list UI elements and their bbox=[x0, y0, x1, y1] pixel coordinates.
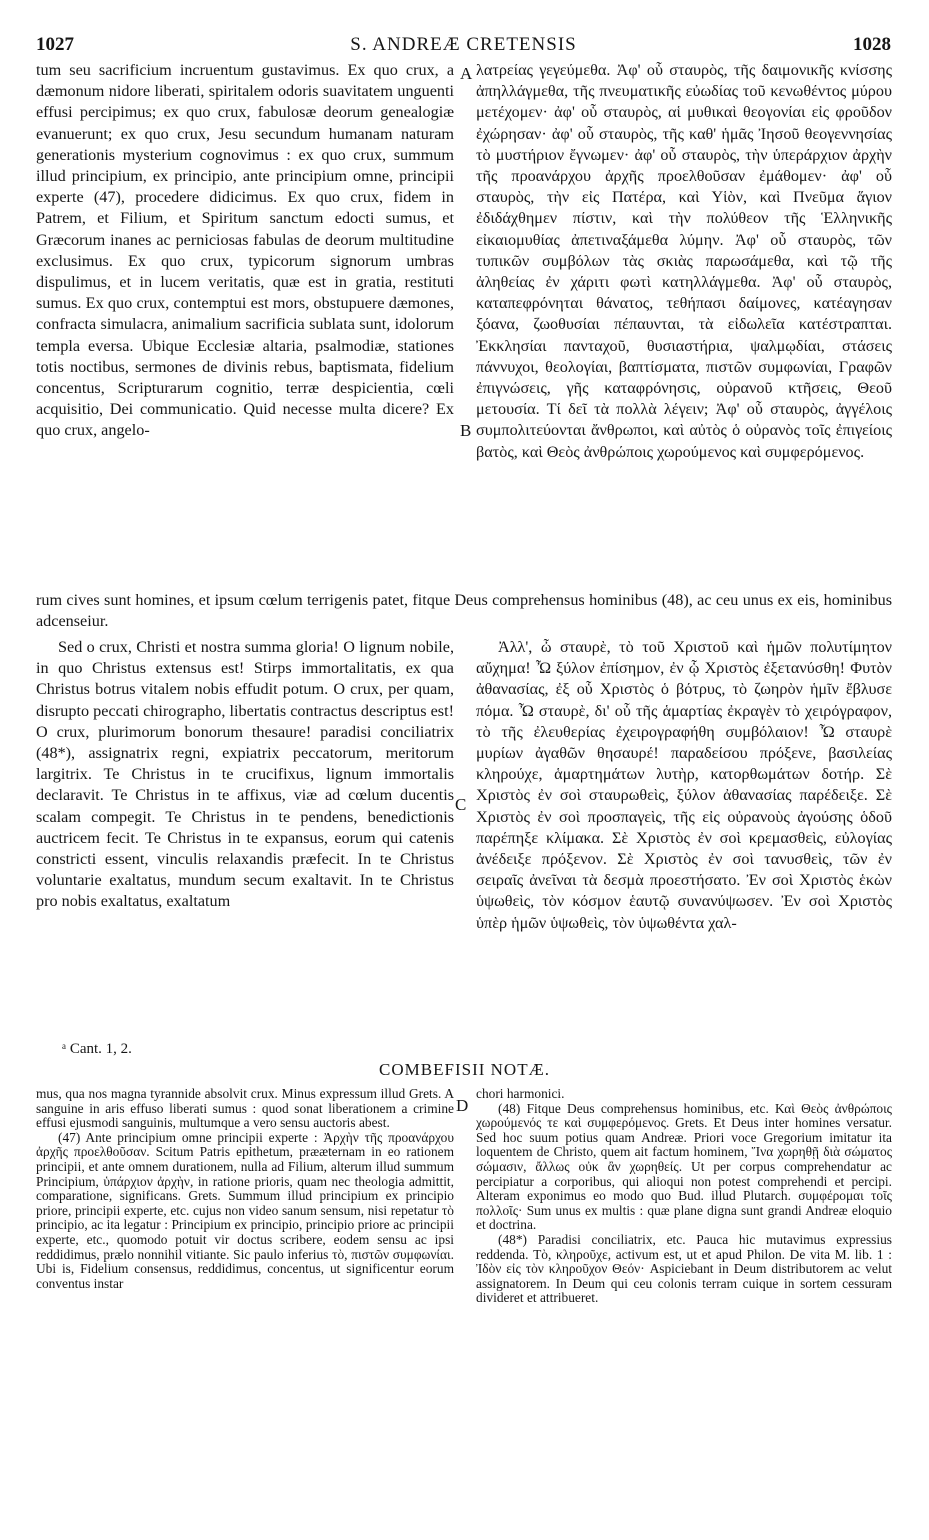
note-paragraph: mus, qua nos magna tyrannide absolvit crux. Minus expressum illud Grets. A sanguine in aris effuso liberati sumus : quod sonat liberationem a crimine effusi ejusmodi sanguinis, multumque a vero sensu auctoris abest. bbox=[36, 1087, 454, 1131]
greek-column-mid bbox=[476, 637, 892, 1037]
latin-fullwidth-continuation bbox=[36, 590, 892, 634]
greek-paragraph-1: λατρείας γεγεύμεθα. Ἀφ' οὗ σταυρὸς, τῆς δαιμονικῆς κνίσσης ἀπηλλάγμεθα, τῆς πνευματικῆς εὐωδίας τοῦ κενωθέντος μύρου μετέχομεν· ἀφ' οὗ σταυρὸς, αἱ μυθικαὶ θεογονίαι εἰς φροῦδον ἐχώρησαν· ἀφ' οὗ σταυρὸς, τῆς καθ' ἡμᾶς Ἰησοῦ θεογεννησίας τὸ μυστήριον ἔγνωμεν· ἀφ' οὗ σταυρὸς, τὴν ὑπεράρχιον ἀρχὴν τῆς προανάρχου ἀρχῆς προελθοῦσαν ἐμάθομεν· ἀφ' οὗ σταυρὸς, τὴν εἰς Πατέρα, καὶ Υἱὸν, καὶ Πνεῦμα ἅγιον ἐδιδάχθημεν πίστιν, καὶ τὴν πολύθεον τῆς Ἑλληνικῆς εἰκαιομυθίας ἀπετιναξάμεθα λύμην. Ἀφ' οὗ σταυρὸς, τῶν τυπικῶν συμβόλων τὰς σκιὰς παρωσάμεθα, καὶ τῷ τῆς ἀληθείας ἐν χάριτι φωτὶ κατηλλάγμεθα. Ἀφ' οὗ σταυρὸς, καταπεφρόνηται θάνατος, τεθήπασι δαίμονες, κατέαγησαν ξόανα, ζωοθυσίαι πέπαυνται, τὰ εἰδωλεῖα κατέστραπται. Ἐκκλησίαι πανταχοῦ, θυσιαστήρια, ψαλμῳδίαι, στάσεις πάννυχοι, θεολογίαι, βαπτίσματα, πιστῶν συμφωνίαι, Γραφῶν ἐπιγνώσεις, γῆς καταφρόνησις, οὐρανοῦ κτῆσεις, Θεοῦ μετουσία. Τί δεῖ τὰ πολλὰ λέγειν; Ἀφ' οὗ σταυρὸς, ἀγγέλοις συμπολιτεύονται ἄνθρωποι, καὶ αὐτὸς ὁ οὐρανὸς τοῖς ἐπιγείοις βατὸς, καὶ Θεὸς ἀνθρώποις χωρούμενος καὶ συμφερόμενος. bbox=[476, 61, 892, 461]
note-paragraph: (47) Ante principium omne principii experte : Ἀρχὴν τῆς προανάρχου ἀρχῆς προελθοῦσαν. Scitum Patris epithetum, prææternam in eo rationem principii, et ante omnem durationem, nulla ad Filium, alterum illud summum Principium, ὑπάρχιον ἀρχὴν, in ratione prioris, quam nec theologia admittit, comparatione, significans. Grets. Summum illud principium ex principio priore, principii experte, etc. cujus non video sanum sensum, nisi repetatur τὸ principio, ac ita legatur : Principium ex principio, principio priore ac principii experte, etc., quomodo potuit vir doctus scribere, eodem sensu ac ipsi reddidimus, prælo nonnihil vitiante. Sic paulo inferius τὸ, πιστῶν συμφωνίαι. Ubi is, Fidelium consensus, reddidimus, concentus, ut significentur eorum conventus instar bbox=[36, 1129, 454, 1291]
latin-paragraph-1: tum seu sacrificium incruentum gustavimus. Ex quo crux, a dæmonum nidore liberati, spiritalem odoris suavitatem unguenti effusi percipimus; ex quo crux, fabulosæ deorum genealogiæ evanuerunt; ex quo crux, Jesu secundum humanam naturam generationis mysterium cognovimus : ex quo crux, summum illud principium, ex principio, ante principium omne, principii experte (47), procedere didicimus. Ex quo crux, fidem in Patrem, et Filium, et Spiritum sanctum edocti sumus, et Græcorum inanes ac perniciosas fabulas de deorum multitudine exclusimus. Ex quo crux, typicorum signorum umbras dispulimus, et in lucem veritatis, quæ est in gratia, restituti sumus. Ex quo crux, contemptui est mors, obstupuere dæmones, confracta simulacra, animalium sacrificia sublata sunt, idolorum templa eversa. Ubique Ecclesiæ altaria, psalmodiæ, stationes totis noctibus, sermones de divinis rebus, baptismata, fidelium concentus, Scripturarum cognitio, terræ despicientia, cœli acquisitio, Dei communicatio. Quid necesse multa dicere? Ex quo crux, angelo- bbox=[36, 61, 454, 440]
note-paragraph: (48*) Paradisi conciliatrix, etc. Pauca hic mutavimus expressius reddenda. Τὸ, κληροῦχε, activum est, ut et apud Philon. De vita M. lib. 1 : Ἰδὸν εἰς τὸν κληροῦχον Θεόν· Aspiciebant in Deum distributorem ac velut assignatorem. In Deum qui ceu colonis terram cuique in sortem cessuram divideret et attribueret. bbox=[476, 1231, 892, 1306]
margin-marker-b: B bbox=[460, 421, 472, 440]
notes-column-right bbox=[476, 1087, 892, 1517]
latin-column-mid bbox=[36, 637, 454, 1037]
margin-marker-d: D bbox=[456, 1096, 469, 1115]
running-title: S. ANDREÆ CRETENSIS bbox=[350, 34, 577, 55]
running-header bbox=[36, 34, 891, 58]
left-page-number: 1027 bbox=[36, 34, 74, 55]
greek-paragraph-2: Ἀλλ', ὦ σταυρὲ, τὸ τοῦ Χριστοῦ καὶ ἡμῶν πολυτίμητον αὔχημα! Ὦ ξύλον ἐπίσημον, ἐν ᾧ Χριστὸς ἐξετανύσθη! Φυτὸν ἀθανασίας, ἐξ οὗ Χριστὸς ὁ βότρυς, τὸ ζωηρὸν ἡμῖν ἔβλυσε πόμα. Ὦ σταυρὲ, δι' οὗ τῆς ἁμαρτίας ἐκραγὲν τὸ χειρόγραφον, τὸ τῆς ἐλευθερίας ἐχειρογραφήθη συμβόλαιον! Ὦ σταυρὲ μυρίων ἀγαθῶν θησαυρέ! παραδείσου πρόξενε, βασιλείας κληρούχε, ἁμαρτημάτων λυτὴρ, κατορθωμάτων δοτήρ. Σὲ Χριστὸς ἐν σοὶ σταυρωθεὶς, ξύλον ἀθανασίας παρέδειξε. Σὲ Χριστὸς ἐν σοὶ προσπαγεὶς, τῆς εἰς οὐρανοὺς ἀγούσης ὁδοῦ παρέπηξε κλίμακα. Σὲ Χριστὸς ἐν σοὶ κρεμασθεὶς, εὐλογίας ἀνέδειξε πρόξενον. Σὲ Χριστὸς ἐν σοὶ τανυσθεὶς, τῶν ἐν σειραῖς ἀνεῖναι τὰ δεσμὰ προεστήσατο. Ἐν σοὶ Χριστὸς ἑκὼν ὑψωθεὶς, τὸν κόσμον ἑαυτῷ συνανύψωσεν. Ἐν σοὶ Χριστὸς ὑπὲρ ἡμῶν ὑψωθεὶς, τὸν ὑψωθέντα χαλ- bbox=[476, 638, 892, 932]
notes-title: COMBEFISII NOTÆ. bbox=[379, 1060, 550, 1079]
notes-column-left bbox=[36, 1087, 454, 1517]
greek-column-top bbox=[476, 60, 892, 593]
latin-paragraph-2: Sed o crux, Christi et nostra summa gloria! O lignum nobile, in quo Christus extensus est! Stirps immortalitatis, ex qua Christus botrus vitalem nobis effudit potum. O crux, per quam, disrupto peccati chirographo, libertatis contractus descriptus est! O crux, plurimorum bonorum thesaure! paradisi conciliatrix (48*), assignatrix regni, expiatrix peccatorum, meritorum largitrix. Te Christus in te crucifixus, lignum immortalis declaravit. Te Christus in te affixus, viæ ad cœlum ducentis scalam compegit. Te Christus in te pendens, benedictionis auctricem fecit. Te Christus in te expansus, eorum qui catenis constricti essent, vinculis relaxandis præfecit. In te Christus voluntarie exaltatus, mundum secum exaltavit. In te Christus pro nobis exaltatus, exaltatum bbox=[36, 638, 454, 911]
margin-marker-c: C bbox=[455, 795, 467, 814]
note-paragraph: (48) Fitque Deus comprehensus hominibus, etc. Καὶ Θεὸς ἀνθρώποις χωρούμενός τε καὶ συμφερόμενος. Grets. Et Deus inter homines versatur. Sed hoc suum potius quam Andreæ. Priori voce Gregorium imitatur ita loquentem de Christo, quem ait factum hominem, Ἵνα χωρηθῇ διὰ σώματος σώμασιν, ἄλλως οὐκ ἂν χωρηθείς. Ut per corpus comprehendatur ac percipiatur a corporibus, qui alioqui non potest comprehendi et percipi. Alteram exponimus eo modo quo Bud. illud Plutarch. συμφέρομαι τοῖς πολλοῖς· Sum unus ex multis : quæ plane digna sunt grandi Andreæ eloquio et doctrina. bbox=[476, 1100, 892, 1233]
latin-column-top bbox=[36, 60, 454, 593]
latin-continuation-text: rum cives sunt homines, et ipsum cœlum terrigenis patet, fitque Deus comprehensus hominibus (48), ac ceu unus ex eis, hominibus adcenseiur. bbox=[36, 591, 892, 631]
margin-marker-a: A bbox=[460, 64, 473, 83]
note-paragraph: chori harmonici. bbox=[476, 1087, 565, 1101]
footnote: ᵃ Cant. 1, 2. bbox=[62, 1041, 132, 1057]
right-page-number: 1028 bbox=[853, 34, 891, 55]
